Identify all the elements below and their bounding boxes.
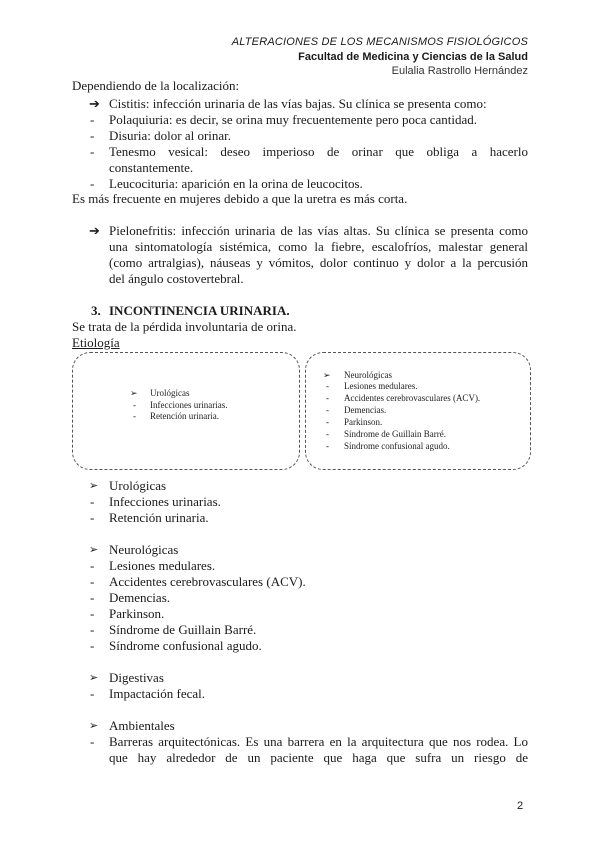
list-item: Síndrome de Guillain Barré.: [109, 622, 257, 637]
list-item: Retención urinaria.: [109, 510, 209, 525]
dash-bullet: -: [90, 686, 95, 701]
dash-bullet: -: [90, 112, 95, 127]
list-item-continuation: que hay alrededor de un paciente que haga que sufra un riesgo de: [109, 750, 528, 765]
group-heading-neurologicas: Neurológicas: [109, 542, 179, 557]
dash-bullet: -: [90, 494, 95, 509]
list-item: Leucocituria: aparición en la orina de leucocitos.: [109, 176, 363, 191]
box-item: Síndrome de Guillain Barré.: [344, 429, 446, 439]
dash-bullet: -: [326, 381, 329, 391]
document-header-author: Eulalia Rastrollo Hernández: [391, 65, 528, 77]
box-item: Lesiones medulares.: [344, 381, 418, 391]
list-item: Polaquiuria: es decir, se orina muy frecuentemente pero poca cantidad.: [109, 112, 478, 127]
arrow-bullet-icon: ➔: [89, 223, 100, 238]
list-item: Disuria: dolor al orinar.: [109, 128, 232, 143]
dash-bullet: -: [326, 429, 329, 439]
intro-text: Dependiendo de la localización:: [72, 78, 240, 93]
triangle-bullet-icon: ➢: [89, 720, 99, 732]
list-item: Accidentes cerebrovasculares (ACV).: [109, 574, 306, 589]
dash-bullet: -: [90, 622, 95, 637]
dash-bullet: -: [90, 558, 95, 573]
dash-bullet: -: [90, 734, 95, 749]
dash-bullet: -: [326, 405, 329, 415]
document-header-faculty: Facultad de Medicina y Ciencias de la Salud: [298, 51, 528, 63]
triangle-bullet-icon: ➢: [89, 672, 99, 684]
dash-bullet: -: [90, 128, 95, 143]
pielonefritis-line: del ángulo costovertebral.: [109, 271, 244, 286]
pielonefritis-line: (como artralgias), náuseas y vómitos, dolor continuo y dolor a la percusión: [109, 255, 528, 270]
dash-bullet: -: [326, 441, 329, 451]
dash-bullet: -: [90, 638, 95, 653]
dash-bullet: -: [90, 590, 95, 605]
box-item: Síndrome confusional agudo.: [344, 441, 450, 451]
box-heading: Neurológicas: [344, 370, 392, 380]
box-item: Demencias.: [344, 405, 387, 415]
list-item: Tenesmo vesical: deseo imperioso de orinar que obliga a hacerlo: [109, 144, 528, 159]
dash-bullet: -: [90, 144, 95, 159]
page-number: 2: [517, 800, 524, 812]
dash-bullet: -: [90, 606, 95, 621]
document-header-title: ALTERACIONES DE LOS MECANISMOS FISIOLÓGICOS: [231, 36, 528, 48]
box-item: Infecciones urinarias.: [150, 400, 228, 410]
list-item: Impactación fecal.: [109, 686, 205, 701]
dash-bullet: -: [90, 574, 95, 589]
list-item-continuation: constantemente.: [109, 160, 194, 175]
group-heading-digestivas: Digestivas: [109, 670, 164, 685]
pielonefritis-line: una sintomatología sistémica, como la fiebre, escalofríos, malestar general: [109, 239, 528, 254]
dash-bullet: -: [133, 400, 136, 410]
dash-bullet: -: [90, 510, 95, 525]
triangle-bullet-icon: ➢: [323, 370, 331, 380]
section-number: 3.: [91, 303, 101, 318]
box-heading: Urológicas: [150, 388, 190, 398]
group-heading-urologicas: Urológicas: [109, 478, 167, 493]
box-item: Accidentes cerebrovasculares (ACV).: [344, 393, 481, 403]
triangle-bullet-icon: ➢: [89, 480, 99, 492]
list-item: Infecciones urinarias.: [109, 494, 221, 509]
cistitis-text: Cistitis: infección urinaria de las vías bajas. Su clínica se presenta como:: [109, 96, 487, 111]
dash-bullet: -: [326, 417, 329, 427]
box-item: Retención urinaria.: [150, 411, 219, 421]
group-heading-ambientales: Ambientales: [109, 718, 175, 733]
list-item: Parkinson.: [109, 606, 165, 621]
pielonefritis-line: Pielonefritis: infección urinaria de las vías altas. Su clínica se presenta como: [109, 223, 528, 238]
triangle-bullet-icon: ➢: [89, 544, 99, 556]
box-item: Parkinson.: [344, 417, 383, 427]
dash-bullet: -: [90, 176, 95, 191]
cistitis-note: Es más frecuente en mujeres debido a que la uretra es más corta.: [72, 191, 408, 206]
section-definition: Se trata de la pérdida involuntaria de orina.: [72, 319, 297, 334]
dash-bullet: -: [326, 393, 329, 403]
section-title: INCONTINENCIA URINARIA.: [109, 303, 290, 318]
arrow-bullet-icon: ➔: [89, 96, 100, 111]
triangle-bullet-icon: ➢: [130, 388, 138, 398]
list-item: Síndrome confusional agudo.: [109, 638, 262, 653]
list-item: Lesiones medulares.: [109, 558, 216, 573]
list-item: Demencias.: [109, 590, 171, 605]
etiologia-heading: Etiología: [72, 335, 120, 350]
dash-bullet: -: [133, 411, 136, 421]
list-item: Barreras arquitectónicas. Es una barrera en la arquitectura que nos rodea. Lo: [109, 734, 528, 749]
